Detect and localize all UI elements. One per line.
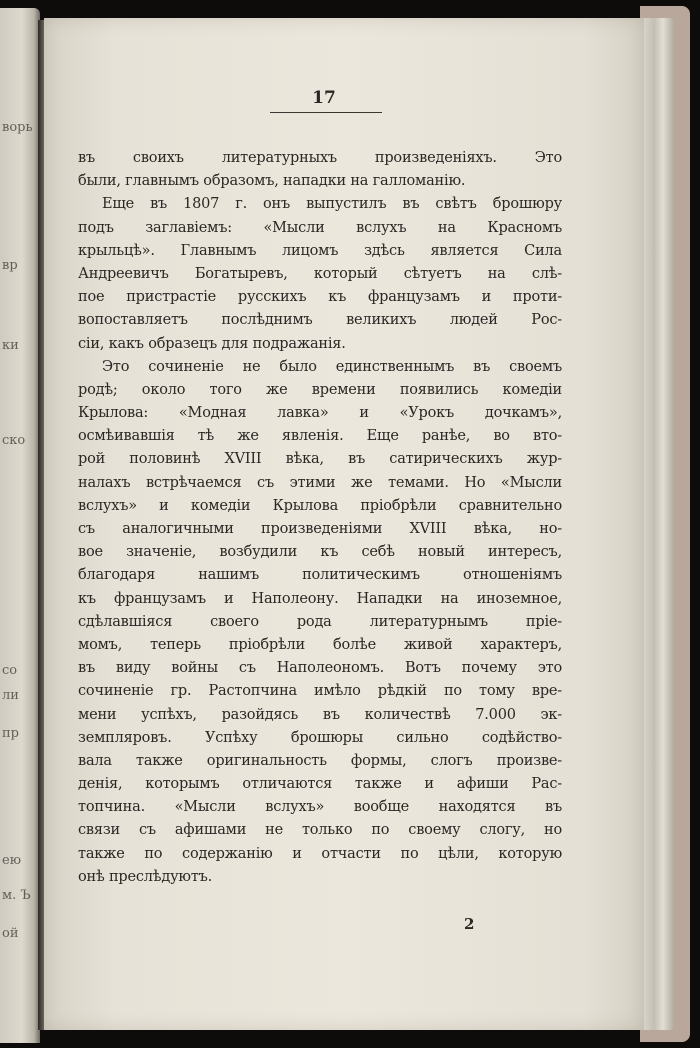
facing-page-fragment: ворь — [2, 120, 33, 135]
page-number: 17 — [312, 88, 336, 108]
facing-page-fragment: ею — [2, 853, 22, 868]
text-line: вала также оригинальность формы, слогъ произве- — [78, 752, 562, 769]
text-line: сочиненiе гр. Растопчина имѣло рѣдкiй по тому вре- — [78, 683, 562, 700]
text-line: Еще въ 1807 г. онъ выпустилъ въ свѣтъ брошюру — [102, 196, 562, 213]
text-line: сдѣлавшiяся своего рода литературнымъ прiе- — [78, 613, 562, 630]
text-line: Это сочиненiе не было единственнымъ въ своемъ — [102, 358, 562, 375]
facing-page-fragment: со — [2, 663, 18, 678]
text-line: вое значенiе, возбудили къ себѣ новый интересъ, — [78, 544, 562, 561]
facing-page-fragment: вр — [2, 258, 18, 273]
facing-page-fragment: м. Ъ — [2, 888, 31, 903]
facing-page-fragment: ли — [2, 688, 19, 703]
text-line: подъ заглавiемъ: «Мысли вслухъ на Красномъ — [78, 219, 562, 236]
text-line: Андреевичъ Богатыревъ, который сѣтуетъ на слѣ- — [78, 265, 562, 282]
book-page — [44, 18, 644, 1030]
text-line: къ французамъ и Наполеону. Нападки на иноземное, — [78, 590, 562, 607]
text-line: онѣ преслѣдуютъ. — [78, 868, 213, 885]
text-line: связи съ афишами не только по своему слогу, но — [78, 822, 562, 839]
facing-page — [0, 8, 40, 1043]
signature-mark: 2 — [464, 915, 475, 933]
text-line: съ аналогичными произведенiями XVIII вѣка, но- — [78, 521, 562, 537]
text-line: налахъ встрѣчаемся съ этими же темами. Но «Мысли — [78, 474, 562, 491]
text-line: рой половинѣ XVIII вѣка, въ сатирическихъ жур- — [78, 451, 562, 468]
text-line: благодаря нашимъ политическимъ отношенiямъ — [78, 567, 562, 584]
text-line: вслухъ» и комедiи Крылова прiобрѣли сравнительно — [78, 497, 562, 514]
facing-page-fragment: ки — [2, 338, 19, 353]
text-line: родѣ; около того же времени появились комедiи — [78, 381, 562, 398]
text-line: Крылова: «Модная лавка» и «Урокъ дочкамъ», — [78, 405, 562, 422]
facing-page-fragment: ой — [2, 926, 19, 941]
facing-page-fragment: пр — [2, 726, 19, 741]
facing-page-fragment: ско — [2, 433, 26, 448]
text-line: сiи, какъ образецъ для подражанiя. — [78, 335, 346, 352]
text-line: крыльцѣ». Главнымъ лицомъ здѣсь является Сила — [78, 242, 562, 259]
text-line: земпляровъ. Успѣху брошюры сильно содѣйство- — [78, 729, 562, 746]
text-line: также по содержанiю и отчасти по цѣли, которую — [78, 845, 562, 862]
text-line: вопоставляетъ послѣднимъ великихъ людей Рос- — [78, 312, 562, 329]
text-line: мени успѣхъ, разойдясь въ количествѣ 7.000 эк- — [78, 706, 562, 723]
text-line: момъ, теперь прiобрѣли болѣе живой характеръ, — [78, 636, 562, 653]
text-line: пое пристрастiе русскихъ къ французамъ и проти- — [78, 289, 562, 306]
text-line: въ виду войны съ Наполеономъ. Вотъ почему это — [78, 660, 562, 677]
text-line: въ своихъ литературныхъ произведенiяхъ. Это — [78, 150, 562, 166]
text-line: осмѣивавшiя тѣ же явленiя. Еще ранѣе, во вто- — [78, 428, 562, 445]
text-line: топчина. «Мысли вслухъ» вообще находятся въ — [78, 799, 562, 816]
page-number-rule — [270, 112, 382, 113]
text-line: денiя, которымъ отличаются также и афиши Рас- — [78, 776, 562, 793]
text-line: были, главнымъ образомъ, нападки на галломанiю. — [78, 173, 466, 190]
body-text — [78, 147, 562, 889]
